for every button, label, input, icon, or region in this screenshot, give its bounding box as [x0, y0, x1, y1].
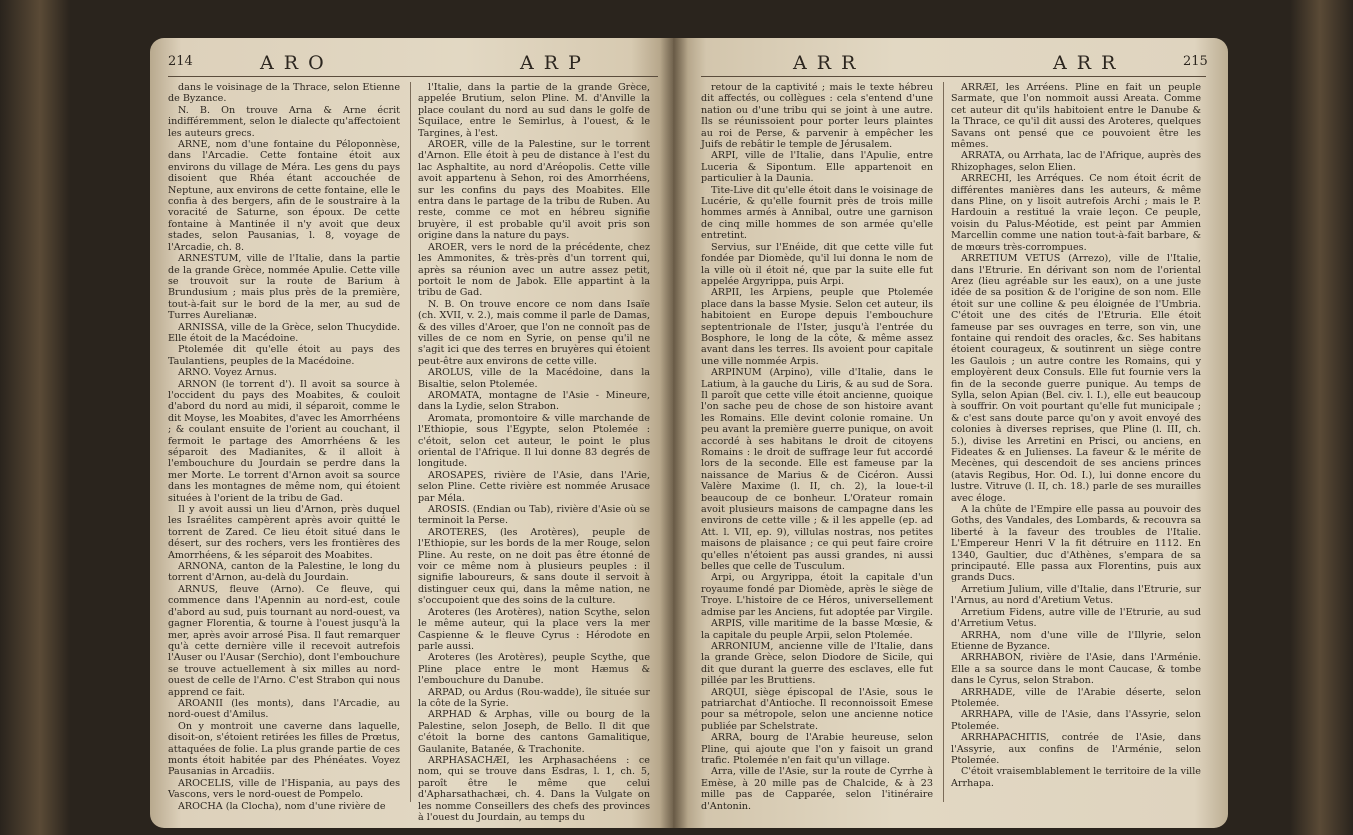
entry-paragraph: C'étoit vraisemblablement le territoire de la ville Arrhapa. — [951, 766, 1201, 789]
text-column-1 — [701, 82, 933, 812]
entry-paragraph: ARRATA, ou Arrhata, lac de l'Afrique, auprès des Rhizophages, selon Elien. — [951, 150, 1201, 173]
text-column-1 — [168, 82, 400, 812]
entry-paragraph: Ptolemée dit qu'elle étoit au pays des Taulantiens, peuples de la Macédoine. — [168, 344, 400, 367]
entry-paragraph: ARPIS, ville maritime de la basse Mœsie, & la capitale du peuple Arpii, selon Ptolemée. — [701, 618, 933, 641]
entry-paragraph: N. B. On trouve Arna & Arne écrit indifféremment, selon le dialecte qu'affectoient les auteurs grecs. — [168, 104, 400, 139]
entry-paragraph: AROSIS. (Endian ou Tab), rivière d'Asie où se terminoit la Perse. — [418, 504, 650, 527]
entry-paragraph: ARRETIUM VETUS (Arrezo), ville de l'Italie, dans l'Etrurie. En dérivant son nom de l'oriental Arez (lieu agréable sur les eaux), on a une juste idée de sa position & de l'origine de son nom. Elle étoit sur une colline & peu éloignée de l'Umbria. C'étoit une des cités de l'Etruria. Elle étoit fameuse par ses ouvrages en terre, son vin, une fontaine qui rendoit des oracles, &c. Ses habitans étoient courageux, & soutinrent un siège contre les Gaulois ; un autre contre les Romains, qui y employèrent deux Consuls. Elle fut fournie vers la fin de la seconde guerre punique. Au temps de Sylla, selon Apian (Bel. civ. l. I.), elle eut beaucoup à souffrir. On voit pourtant qu'elle fut municipale ; & c'est sans doute parce qu'on y avoit envoyé des colonies à diverses reprises, que Pline (l. III, ch. 5.), divise les Arretini en Prisci, ou anciens, en Fideates & en Julienses. La faveur & le mérite de Mecènes, qui descendoit de ses anciens princes (atavis Regibus, Hor. Od. I.), lui donne encore du lustre. Vitruve (l. II, ch. 18.) parle de ses murailles avec éloge. — [951, 253, 1201, 504]
entry-paragraph: Aroteres (les Arotères), nation Scythe, selon le même auteur, qui la place vers la mer Caspienne & le fleuve Cyrus : Hérodote en parle aussi. — [418, 606, 650, 652]
book-gutter — [660, 38, 688, 828]
entry-paragraph: ARRÆI, les Arréens. Pline en fait un peuple Sarmate, que l'on nommoit aussi Areata. Comme cet auteur dit qu'ils habitoient entre le Danube & la Thrace, ce qu'il dit aussi des Aroteres, quelques Savans ont pensé que ce pouvoient être les mêmes. — [951, 82, 1201, 151]
entry-paragraph: ARRHADE, ville de l'Arabie déserte, selon Ptolemée. — [951, 686, 1201, 709]
entry-paragraph: AROCHA (la Clocha), nom d'une rivière de — [178, 800, 386, 812]
entry-paragraph: ARPINUM (Arpino), ville d'Italie, dans le Latium, à la gauche du Liris, & au sud de Sora. Il paroît que cette ville étoit ancienne, quoique l'on sache peu de chose de son histoire avant les Romains. Elle devint colonie romaine. Un peu avant la première guerre punique, on avoit accordé à ses habitans le droit de citoyens Romains : le droit de suffrage leur fut accordé lors de la seconde. Elle est fameuse par la naissance de Marius & de Cicéron. Aussi Valère Maxime (l. II, ch. 2), la loue-t-il beaucoup de ce bonheur. L'Orateur romain avoit plusieurs maisons de campagne dans les environs de cette ville ; & il les appelle (ep. ad Att. l. VII, ep. 9), villulas nostras, nos petites maisons de plaisance ; ce qui peut faire croire qu'elles n'étoient pas aussi grandes, ni aussi belles que celle de Tusculum. — [701, 367, 933, 573]
entry-paragraph: ARRHABON, rivière de l'Asie, dans l'Arménie. Elle a sa source dans le mont Caucase, & tombe dans le Cyrus, selon Strabon. — [951, 652, 1201, 687]
entry-paragraph: N. B. On trouve encore ce nom dans Isaïe (ch. XVII, v. 2.), mais comme il parle de Damas, & des villes d'Aroer, que l'on ne connoît pas de villes de ce nom en Syrie, on pense qu'il ne s'agit ici que des terres en bruyères qui étoient peut-être aux environs de cette ville. — [418, 298, 650, 367]
entry-paragraph: Aroteres (les Arotères), peuple Scythe, que Pline place entre le mont Hæmus & l'embouchure du Danube. — [418, 652, 650, 687]
entry-paragraph: A la chûte de l'Empire elle passa au pouvoir des Goths, des Vandales, des Lombards, & recouvra sa liberté à la faveur des troubles de l'Italie. L'Empereur Henri V la fit détruire en 1112. En 1340, Gaultier, duc d'Athènes, s'empara de sa principauté. Elle passa aux Florentins, puis aux grands Ducs. — [951, 504, 1201, 584]
entry-paragraph: Arpi, ou Argyrippa, étoit la capitale d'un royaume fondé par Diomède, après le siège de Troye. L'histoire de ce Héros, universellement admise par les Anciens, fut adoptée par Virgile. — [701, 572, 933, 618]
entry-paragraph: Il y avoit aussi un lieu d'Arnon, près duquel les Israélites campèrent après avoir quitté le torrent de Zared. Ce lieu étoit situé dans le désert, sur des rochers, vers les frontières des Amorrhéens, & les séparoit des Moabites. — [168, 504, 400, 561]
right-page — [673, 38, 1228, 828]
entry-paragraph: l'Italie, dans la partie de la grande Grèce, appelée Brutium, selon Pline. M. d'Anville la place coulant du nord au sud dans le golfe de Squilace, entre le Semirlus, à l'ouest, & le Targines, à l'est. — [418, 82, 650, 139]
header-rule — [168, 76, 658, 77]
entry-paragraph: ARRECHI, les Arréques. Ce nom étoit écrit de différentes manières dans les auteurs, & même dans Pline, on y lisoit autrefois Archi ; mais le P. Hardouin a restitué la vraie leçon. Ce peuple, voisin du Palus-Méotide, est peint par Ammien Marcellin comme une nation tout-à-fait barbare, & de mœurs très-corrompues. — [951, 173, 1201, 253]
entry-paragraph: Tite-Live dit qu'elle étoit dans le voisinage de Lucérie, & qu'elle fournit près de trois mille hommes armés à Annibal, outre une garnison de cinq mille hommes de son armée qu'elle entretint. — [701, 184, 933, 242]
entry-paragraph: ARRHAPACHITIS, contrée de l'Asie, dans l'Assyrie, aux confins de l'Arménie, selon Ptolemée. — [951, 732, 1201, 766]
header-rule — [701, 76, 1206, 77]
entry-paragraph: ARPHASACHÆI, les Arphasachéens : ce nom, qui se trouve dans Esdras, l. 1, ch. 5, paroît être le même que celui d'Apharsathachæi, ch. 4. Dans la Vulgate on les nomme Conseillers des chefs des provinces à l'ouest du Jourdain, au temps du — [418, 754, 650, 823]
entry-paragraph: AROER, ville de la Palestine, sur le torrent d'Arnon. Elle étoit à peu de distance à l'est du lac Asphaltite, au nord d'Aréopolis. Cette ville avoit appartenu à Sehon, roi des Amorrhéens, sur les confins du pays des Moabites. Elle entra dans le partage de la tribu de Ruben. Au reste, comme ce mot en hébreu signifie bruyère, il est probable qu'il avoit pris son origine dans la nature du pays. — [418, 139, 650, 242]
entry-paragraph: ARRA, bourg de l'Arabie heureuse, selon Pline, qui ajoute que l'on y faisoit un grand trafic. Ptolemée n'en fait qu'un village. — [701, 732, 933, 766]
entry-paragraph: On y montroit une caverne dans laquelle, disoit-on, s'étoient retirées les filles de Prœtus, attaquées de folie. La plus grande partie de ces monts étoit habitée par des Phénéates. Voyez Pausanias in Arcadiis. — [168, 720, 400, 778]
entry-paragraph: AROCELIS, ville de l'Hispania, au pays des Vascons, vers le nord-ouest de Pompelo. — [168, 777, 400, 801]
entry-paragraph: AROANII (les monts), dans l'Arcadie, au nord-ouest d'Amilus. — [168, 697, 400, 721]
left-page — [150, 38, 673, 828]
entry-paragraph: ARNONA, canton de la Palestine, le long du torrent d'Arnon, au-delà du Jourdain. — [168, 561, 400, 584]
entry-paragraph: ARQUI, siège épiscopal de l'Asie, sous le patriarchat d'Antioche. Il reconnoissoit Emese pour sa métropole, selon une ancienne notice publiée par Schelstrate. — [701, 686, 933, 732]
running-head-right: A R P — [520, 52, 583, 74]
entry-paragraph: Arretium Fidens, autre ville de l'Etrurie, au sud d'Arretium Vetus. — [951, 606, 1201, 630]
entry-paragraph: ARNUS, fleuve (Arno). Ce fleuve, qui commence dans l'Apennin au nord-est, coule d'abord au sud, puis tournant au nord-ouest, va gagner Florentia, & tourne à l'ouest jusqu'à la mer, après avoir arrosé Pisa. Il faut remarquer qu'à cette dernière ville il recevoit autrefois l'Auser ou l'Ausar (Serchio), dont l'embouchure se trouve actuellement à six milles au nord-ouest de celle de l'Arno. C'est Strabon qui nous apprend ce fait. — [168, 583, 400, 698]
entry-paragraph: AROSAPES, rivière de l'Asie, dans l'Arie, selon Pline. Cette rivière est nommée Arusace par Méla. — [418, 469, 650, 504]
entry-paragraph: ARRONIUM, ancienne ville de l'Italie, dans la grande Grèce, selon Diodore de Sicile, qui dit que durant la guerre des esclaves, elle fut pillée par les Bruttiens. — [701, 640, 933, 687]
text-column-2 — [418, 82, 650, 823]
entry-paragraph: Servius, sur l'Enéide, dit que cette ville fut fondée par Diomède, qu'il lui donna le nom de la ville où il étoit né, que par la suite elle fut appelée Argyrippa, puis Arpi. — [701, 241, 933, 287]
entry-paragraph: dans le voisinage de la Thrace, selon Etienne de Byzance. — [168, 82, 400, 105]
entry-paragraph: ARRHA, nom d'une ville de l'Illyrie, selon Etienne de Byzance. — [951, 629, 1201, 652]
entry-paragraph: AROMATA, montagne de l'Asie - Mineure, dans la Lydie, selon Strabon. — [418, 389, 650, 413]
running-head-right: A R R — [1053, 52, 1118, 74]
entry-paragraph: ARNISSA, ville de la Grèce, selon Thucydide. Elle étoit de la Macédoine. — [168, 321, 400, 344]
entry-paragraph: AROLUS, ville de la Macédoine, dans la Bisaltie, selon Ptolemée. — [418, 367, 650, 390]
entry-paragraph: Aromata, promontoire & ville marchande de l'Ethiopie, sous l'Egypte, selon Ptolemée : c'étoit, selon cet auteur, le point le plus oriental de l'Afrique. Il lui donne 83 degrés de longitude. — [418, 412, 650, 470]
entry-paragraph: ARRHAPA, ville de l'Asie, dans l'Assyrie, selon Ptolemée. — [951, 709, 1201, 732]
entry-paragraph: ARNE, nom d'une fontaine du Péloponnèse, dans l'Arcadie. Cette fontaine étoit aux environs du village de Méra. Les gens du pays disoient que Rhéa étant accouchée de Neptune, aux environs de cette fontaine, elle le confia à des bergers, afin de le soustraire à la voracité de Saturne, son époux. De cette fontaine à Mantinée il n'y avoit que deux stades, selon Pausanias, l. 8, voyage de l'Arcadie, ch. 8. — [168, 139, 400, 253]
entry-paragraph: ARPAD, ou Ardus (Rou-wadde), île située sur la côte de la Syrie. — [418, 686, 650, 709]
entry-paragraph: ARPHAD & Arphas, ville ou bourg de la Palestine, selon Joseph, de Bello. Il dit que c'étoit la borne des cantons Gamalitique, Gaulanite, Batanée, & Trachonite. — [418, 709, 650, 755]
entry-paragraph: ARNO. Voyez Arnus. — [178, 367, 277, 379]
page-number: 214 — [168, 54, 193, 69]
running-head-left: A R O — [260, 52, 326, 74]
entry-paragraph: AROER, vers le nord de la précédente, chez les Ammonites, & très-près d'un torrent qui, après sa réunion avec un autre assez petit, portoit le nom de Jabok. Elle appartint à la tribu de Gad. — [418, 241, 650, 299]
entry-paragraph: ARPII, les Arpiens, peuple que Ptolemée place dans la basse Mysie. Selon cet auteur, ils habitoient en Europe depuis l'embouchure septentrionale de l'Ister, jusqu'à l'entrée du Bosphore, le long de la côte, & même assez avant dans les terres. Ils avoient pour capitale une ville nommée Arpis. — [701, 287, 933, 367]
column-divider — [943, 82, 944, 802]
entry-paragraph: ARNON (le torrent d'). Il avoit sa source à l'occident du pays des Moabites, & couloit d'abord du nord au midi, il séparoit, comme le dit Moyse, les Moabites, d'avec les Amorrhéens ; & coulant ensuite de l'orient au couchant, il fermoit le partage des Amorrhéens & les séparoit des Madianites, & il alloit à l'embouchure du Jourdain se perdre dans la mer Morte. Le torrent d'Arnon avoit sa source dans les montagnes de même nom, qui étoient situées à l'orient de la tribu de Gad. — [168, 378, 400, 504]
column-divider — [410, 82, 411, 802]
page-number: 215 — [1183, 54, 1208, 69]
text-column-2 — [951, 82, 1201, 789]
entry-paragraph: Arra, ville de l'Asie, sur la route de Cyrrhe à Emèse, à 20 mille pas de Chalcide, & à 23 mille pas de Capparée, selon l'itinéraire d'Antonin. — [701, 766, 933, 812]
entry-paragraph: AROTERES, (les Arotères), peuple de l'Ethiopie, sur les bords de la mer Rouge, selon Pline. Au reste, on ne doit pas être étonné de voir ce même nom à plusieurs peuples : il signifie laboureurs, & sans doute il servoit à distinguer ceux qui, dans la même nation, ne s'occupoient que des soins de la culture. — [418, 526, 650, 607]
entry-paragraph: retour de la captivité ; mais le texte hébreu dit affectés, ou collègues : cela s'entend d'une nation ou d'une tribu qui se joint à une autre. Ils se réunissoient pour porter leurs plaintes au roi de Perse, & parvenir à empêcher les Juifs de rebâtir le temple de Jérusalem. — [701, 82, 933, 151]
entry-paragraph: ARPI, ville de l'Italie, dans l'Apulie, entre Luceria & Sipontum. Elle appartenoit en particulier à la Daunia. — [701, 150, 933, 185]
entry-paragraph: ARNESTUM, ville de l'Italie, dans la partie de la grande Grèce, nommée Apulie. Cette ville se trouvoit sur la route de Barium à Brundusium ; mais plus près de la première, tout-à-fait sur le bord de la mer, au sud de Turres Aurelianæ. — [168, 253, 400, 322]
running-head-left: A R R — [793, 52, 858, 74]
entry-paragraph: Arretium Julium, ville d'Italie, dans l'Etrurie, sur l'Arnus, au nord d'Aretium Vetus. — [951, 583, 1201, 607]
